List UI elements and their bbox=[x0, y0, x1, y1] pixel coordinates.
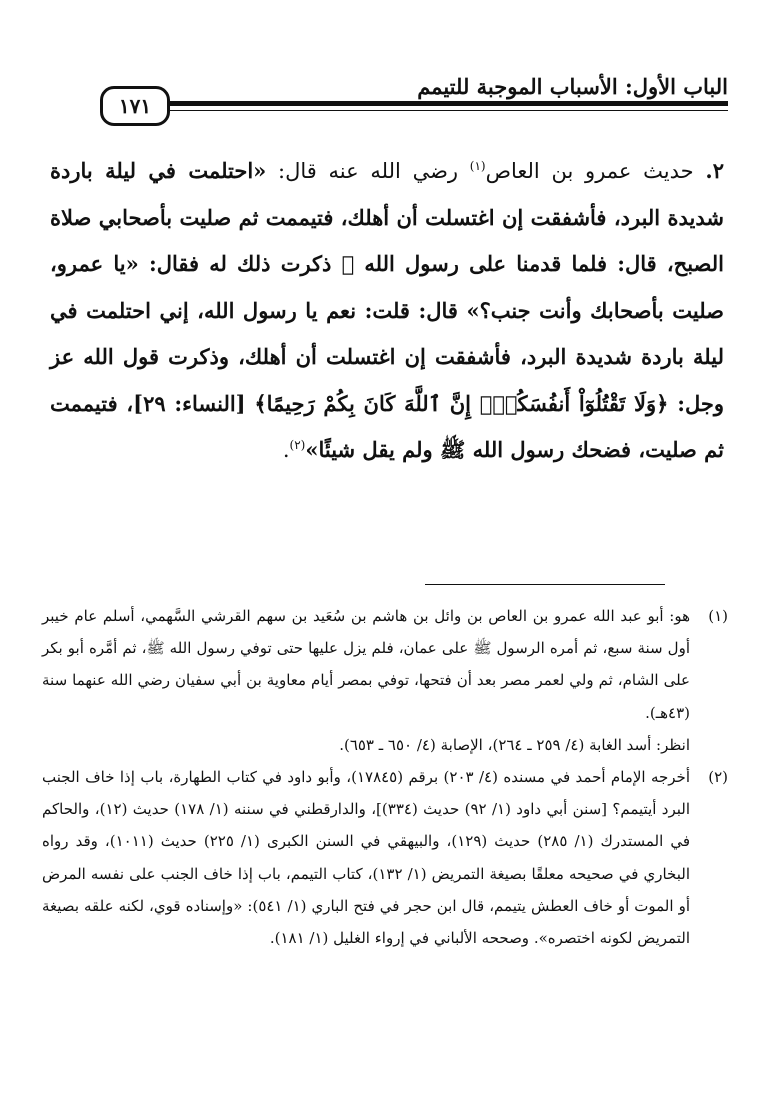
hadith-quote: «احتلمت في ليلة باردة شديدة البرد، فأشفقت إن اغتسلت أن أهلك، فتيممت ثم صليت بأصحابي صلاة الصبح، قال: فلما قدمنا على رسول الله ﷺ ذكرت ذلك له فقال: «يا عمرو، صليت بأصحابك وأنت جنب؟» قال: قلت: نعم يا رسول الله، إني احتلمت في ليلة باردة شديدة البرد، فأشفقت إن اغتسلت أن أهلك، وذكرت قول الله عز وجل: ﴿وَلَا تَقْتُلُوٓاْ أَنفُسَكُمْۚ إِنَّ ٱللَّهَ كَانَ بِكُمْ رَحِيمًا﴾ [النساء: ٢٩]، فتيممت ثم صليت، فضحك رسول الله ﷺ ولم يقل شيئًا» bbox=[50, 158, 724, 462]
footnote-marker: (٢) bbox=[708, 768, 728, 787]
footnote-1 bbox=[42, 600, 728, 761]
footnotes bbox=[42, 600, 728, 954]
footnote-marker: (١) bbox=[708, 607, 728, 625]
page-number: ١٧١ bbox=[100, 86, 170, 126]
item-number: ٢. bbox=[705, 158, 724, 183]
header-rule-thin bbox=[168, 110, 728, 111]
main-text bbox=[50, 148, 724, 474]
footnote-text: أخرجه الإمام أحمد في مسنده (٤/ ٢٠٣) برقم (١٧٨٤٥)، وأبو داود في كتاب الطهارة، باب إذا خاف الجنب البرد أيتيمم؟ [سنن أبي داود (١/ ٩٢) حديث (٣٣٤)]، والدارقطني في سننه (١/ ١٧٨) حديث (١٢)، والحاكم في المستدرك (١/ ٢٨٥) حديث (١٢٩)، والبيهقي في السنن الكبرى (١/ ٢٢٥) حديث (١٠١١)، وقد رواه البخاري في صحيحه معلقًا بصيغة التمريض (١/ ١٣٢)، كتاب التيمم، باب إذا خاف الجنب على نفسه المرض أو الموت أو خاف العطش يتيمم، قال ابن حجر في فتح الباري (١/ ٥٤١): «وإسناده قوي، لكنه علقه بصيغة التمريض لكونه اختصره». وصححه الألباني في إرواء الغليل (١/ ١٨١). bbox=[42, 768, 691, 948]
header-rule-thick bbox=[168, 101, 728, 106]
footnote-separator bbox=[425, 584, 665, 585]
chapter-title: الباب الأول: الأسباب الموجبة للتيمم bbox=[417, 74, 728, 99]
hadith-paragraph bbox=[50, 148, 724, 474]
footnote-ref-1[interactable]: (١) bbox=[469, 159, 486, 173]
hadith-end: . bbox=[282, 438, 290, 462]
hadith-intro: حديث عمرو بن العاص bbox=[485, 159, 694, 183]
footnote-text: انظر: أسد الغابة (٤/ ٢٥٩ ـ ٢٦٤)، الإصابة (٤/ ٦٥٠ ـ ٦٥٣). bbox=[339, 735, 690, 754]
footnote-text: هو: أبو عبد الله عمرو بن العاص بن وائل بن هاشم بن سُعَيد بن سهم القرشي السَّهمي، أسلم عام خيبر أول سنة سبع، ثم أمره الرسول ﷺ على عمان، فلم يزل عليها حتى توفي رسول الله ﷺ، ثم أمَّره أبو بكر على الشام، ثم ولي لعمر مصر بعد أن فتحها، توفي بمصر أيام معاوية بن أبي سفيان رضي الله عنهما سنة (٤٣هـ). bbox=[42, 607, 690, 722]
hadith-intro-cont: رضي الله عنه قال: bbox=[266, 159, 470, 183]
footnote-ref-2[interactable]: (٢) bbox=[289, 438, 306, 452]
footnote-2 bbox=[42, 761, 728, 954]
